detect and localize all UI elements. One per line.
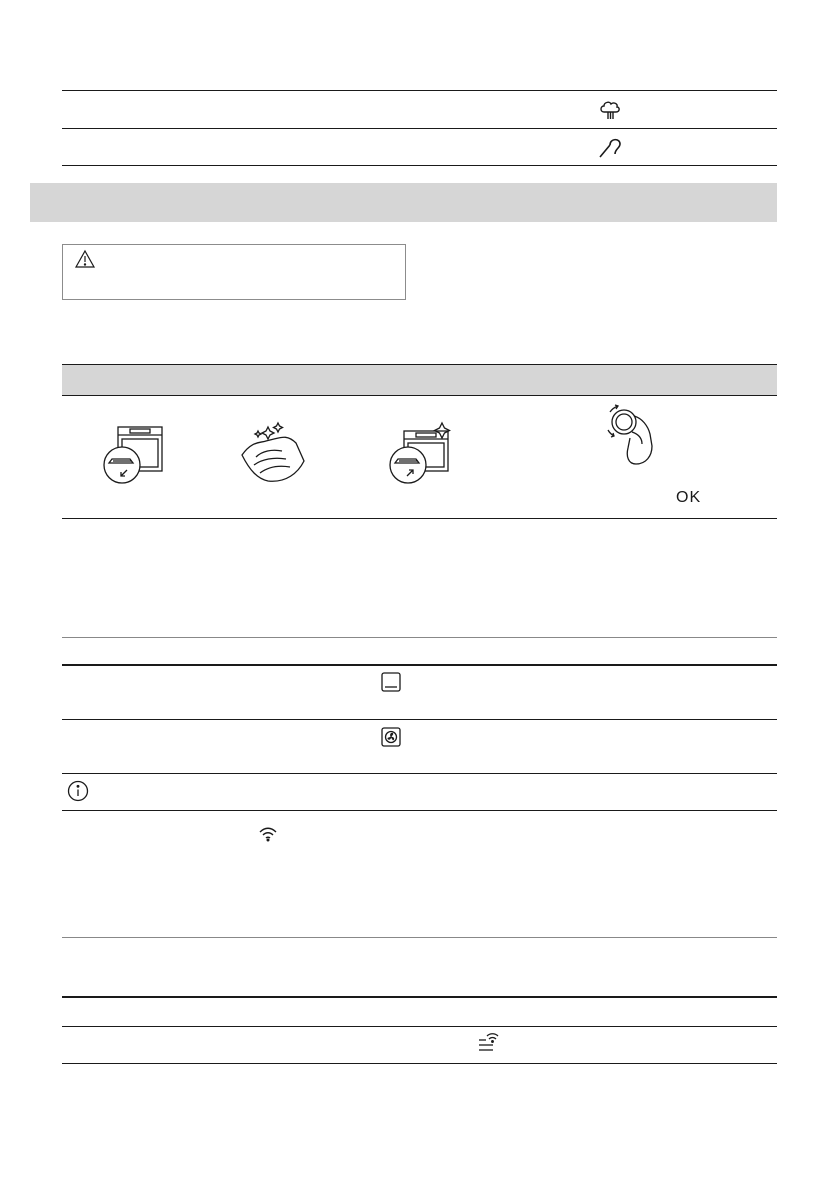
warning-triangle-icon <box>75 250 95 271</box>
steps-table-header <box>62 365 777 395</box>
steps-table-bottom-line <box>62 518 777 519</box>
oven-insert-accessories-icon <box>386 423 458 488</box>
food-probe-icon <box>598 135 624 164</box>
steam-cloud-icon <box>598 98 622 125</box>
oven-remove-accessories-icon <box>100 425 168 488</box>
table-row-line-6 <box>62 937 777 938</box>
top-table-line-2 <box>62 128 777 129</box>
table-row-line-1 <box>62 637 777 638</box>
table-row-line-7 <box>62 996 777 998</box>
table-row-line-2 <box>62 664 777 666</box>
table-row-line-3 <box>62 719 777 720</box>
table-row-line-8 <box>62 1026 777 1027</box>
top-table-line-3 <box>62 165 777 166</box>
table-row-line-5 <box>62 810 777 811</box>
oven-lamp-square-icon <box>381 672 401 695</box>
top-table-line-1 <box>62 90 777 91</box>
hand-turn-knob-icon <box>602 402 662 471</box>
fan-heating-icon <box>381 727 401 750</box>
section-heading-bar <box>30 183 777 222</box>
wifi-icon <box>259 827 277 844</box>
warning-box <box>62 244 406 300</box>
table-row-line-9 <box>62 1063 777 1064</box>
table-row-line-4 <box>62 773 777 774</box>
confirm-ok-label: OK <box>676 489 702 506</box>
hand-wipe-clean-icon <box>238 421 310 490</box>
steps-table-header-line <box>62 395 777 396</box>
wifi-menu-icon <box>477 1032 499 1057</box>
info-circle-icon <box>67 780 89 805</box>
